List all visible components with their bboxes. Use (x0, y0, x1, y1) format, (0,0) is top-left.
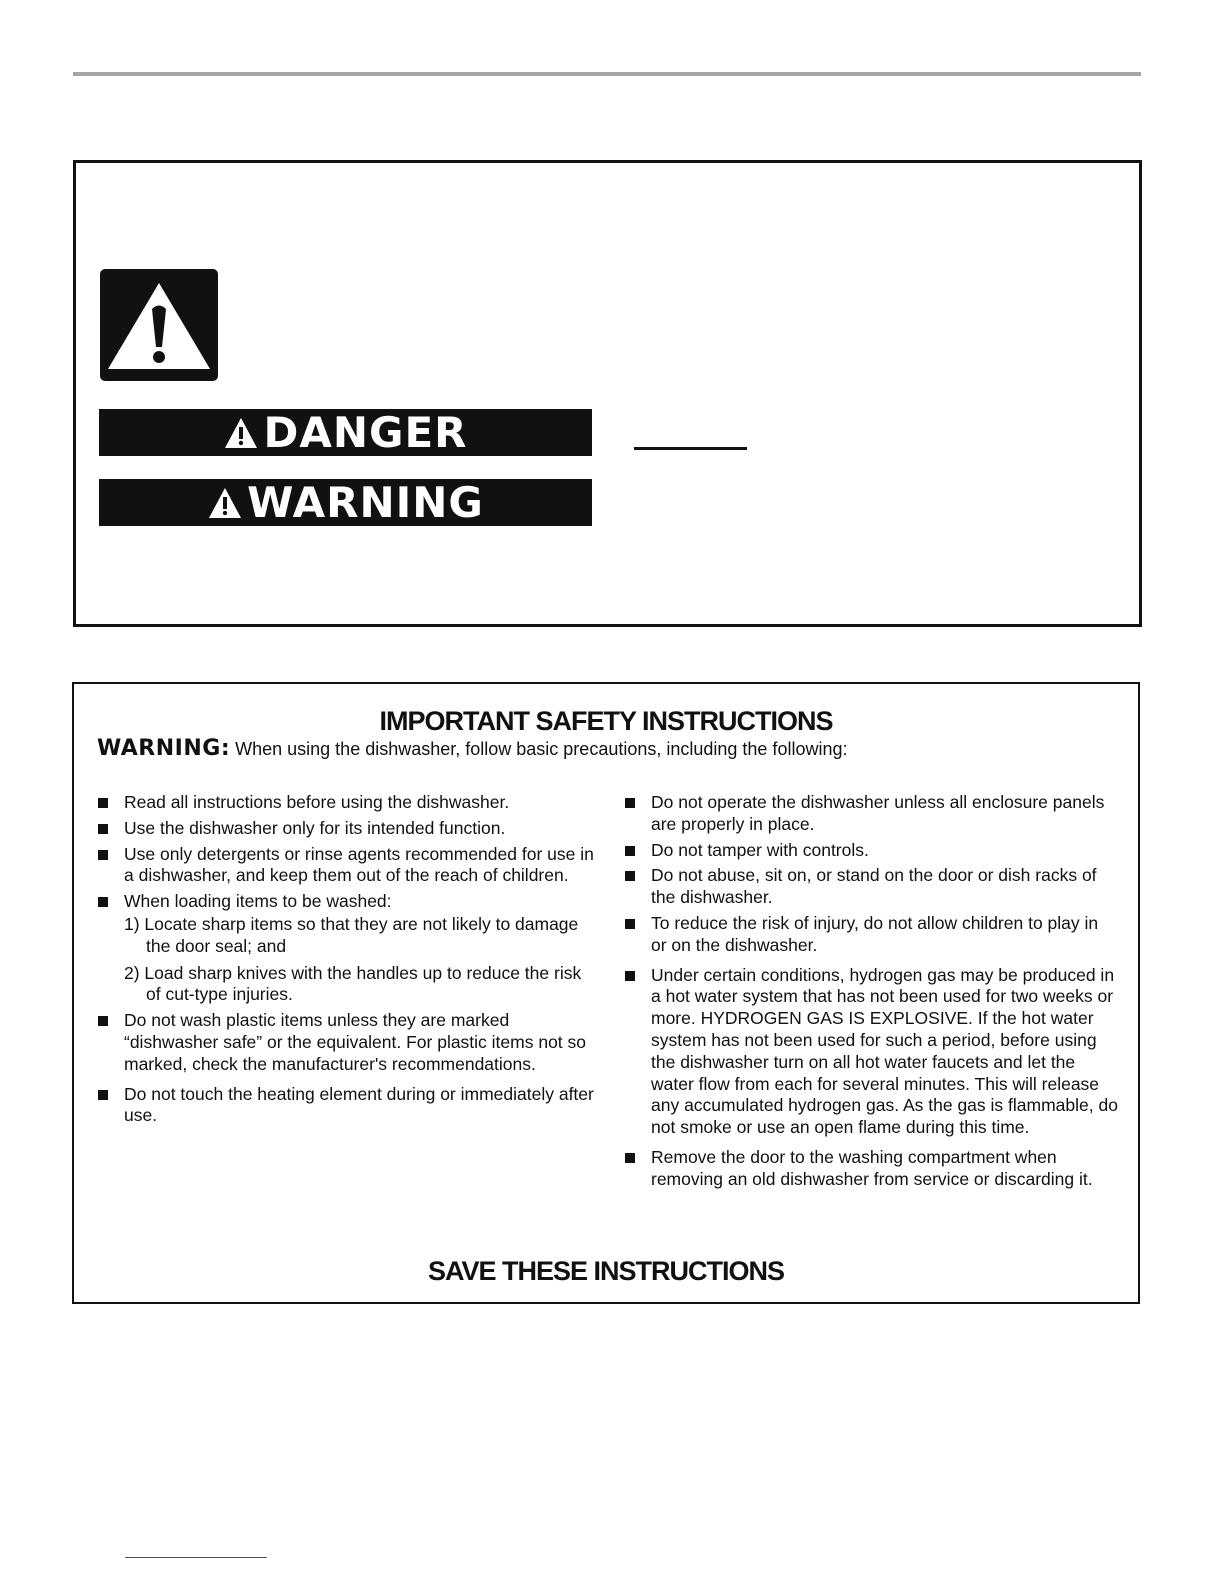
bullet-square-icon (98, 1016, 108, 1026)
list-item: Use only detergents or rinse agents recommended for use in a dishwasher, and keep them out of the reach of children. (96, 844, 596, 888)
right-column (623, 792, 1118, 1195)
bullet-square-icon (625, 846, 635, 856)
safety-instructions-box (72, 682, 1140, 1304)
bullet-square-icon (625, 919, 635, 929)
loading-subitem: 2) Load sharp knives with the handles up to reduce the risk of cut-type injuries. (124, 962, 582, 1005)
bullet-square-icon (625, 971, 635, 981)
bullet-square-icon (98, 897, 108, 907)
list-item: Do not tamper with controls. (623, 840, 1118, 862)
short-underline (634, 447, 747, 450)
footer-link-underline (125, 1557, 267, 1558)
list-item: Do not operate the dishwasher unless all enclosure panels are properly in place. (623, 792, 1118, 836)
warning-intro (97, 736, 847, 761)
instructions-title: IMPORTANT SAFETY INSTRUCTIONS (379, 706, 833, 736)
bullet-square-icon (625, 1153, 635, 1163)
safety-message-box (73, 160, 1142, 627)
safety-alert-triangle-icon (100, 269, 218, 381)
bullet-square-icon (625, 798, 635, 808)
list-item: Under certain conditions, hydrogen gas may be produced in a hot water system that has not been used for two weeks or more. HYDROGEN GAS IS EXPLOSIVE. If the hot water system has not been used for such a period, before using the dishwasher turn on all hot water faucets and let the water flow from each for several minutes. This will release any accumulated hydrogen gas. As the gas is flammable, do not smoke or use an open flame during this time. (623, 965, 1118, 1139)
save-instructions-title: SAVE THESE INSTRUCTIONS (427, 1256, 785, 1286)
list-item: To reduce the risk of injury, do not allow children to play in or on the dishwasher. (623, 913, 1118, 957)
danger-label: DANGER (263, 408, 468, 457)
bullet-square-icon (625, 871, 635, 881)
danger-signal-bar (99, 409, 592, 456)
top-divider (73, 72, 1141, 76)
warning-intro-text: When using the dishwasher, follow basic precautions, including the following: (230, 739, 848, 759)
warning-label: WARNING (247, 478, 484, 527)
list-item: Do not abuse, sit on, or stand on the door or dish racks of the dishwasher. (623, 865, 1118, 909)
loading-subitem: 1) Locate sharp items so that they are not likely to damage the door seal; and (124, 913, 579, 956)
bullet-square-icon (98, 798, 108, 808)
danger-alert-icon (223, 416, 259, 450)
list-item: Do not touch the heating element during or immediately after use. (96, 1084, 596, 1128)
bullet-square-icon (98, 1090, 108, 1100)
list-item: When loading items to be washed: 1) Locate sharp items so that they are not likely to damage the door seal; and 2) Load sharp knives with the handles up to reduce the risk of cut-type injuries. (96, 891, 596, 1006)
warning-alert-icon (207, 486, 243, 520)
bullet-square-icon (98, 850, 108, 860)
left-column (96, 792, 596, 1131)
warning-signal-bar (99, 479, 592, 526)
list-item: Remove the door to the washing compartment when removing an old dishwasher from service or discarding it. (623, 1147, 1118, 1191)
warning-intro-lead: WARNING: (97, 736, 231, 761)
list-item: Do not wash plastic items unless they are marked “dishwasher safe” or the equivalent. For plastic items not so marked, check the manufacturer's recommendations. (96, 1010, 596, 1075)
list-item: Use the dishwasher only for its intended function. (96, 818, 596, 840)
bullet-square-icon (98, 824, 108, 834)
list-item: Read all instructions before using the dishwasher. (96, 792, 596, 814)
